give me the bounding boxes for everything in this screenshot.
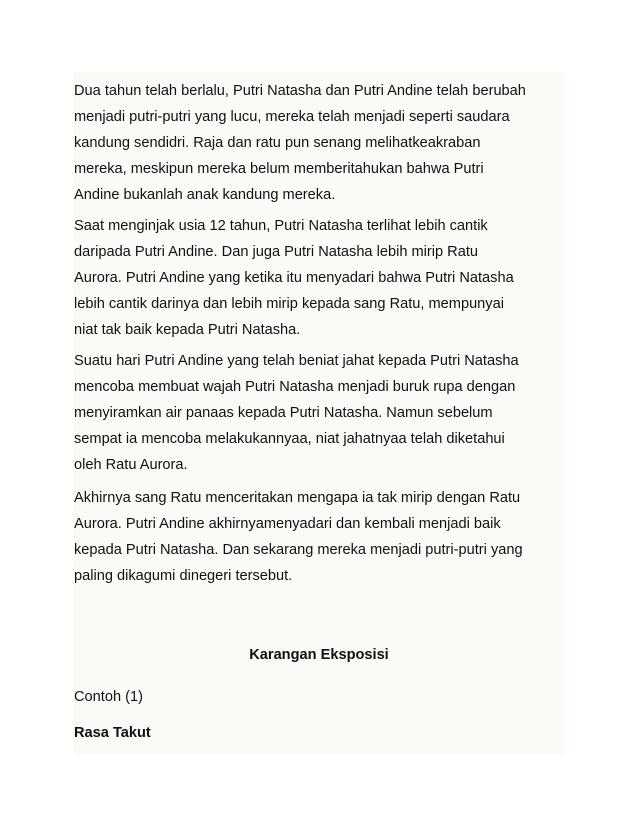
paragraph-line: Suatu hari Putri Andine yang telah beniat jahat kepada Putri Natasha	[74, 353, 519, 369]
paragraph-1	[74, 78, 564, 208]
section-heading: Karangan Eksposisi	[249, 647, 389, 663]
paragraph-line: mencoba membuat wajah Putri Natasha menjadi buruk rupa dengan	[74, 379, 516, 395]
paragraph-line: oleh Ratu Aurora.	[74, 457, 188, 473]
paragraph-line: sempat ia mencoba melakukannyaa, niat jahatnyaa telah diketahui	[74, 431, 505, 447]
example-label: Contoh (1)	[74, 689, 143, 705]
paragraph-line: Saat menginjak usia 12 tahun, Putri Natasha terlihat lebih cantik	[74, 218, 488, 234]
paragraph-line: niat tak baik kepada Putri Natasha.	[74, 322, 301, 338]
paragraph-line: Andine bukanlah anak kandung mereka.	[74, 187, 336, 203]
paragraph-3	[74, 348, 564, 478]
paragraph-line: daripada Putri Andine. Dan juga Putri Natasha lebih mirip Ratu	[74, 244, 478, 260]
paragraph-line: Dua tahun telah berlalu, Putri Natasha dan Putri Andine telah berubah	[74, 83, 526, 99]
paragraph-line: kandung sendidri. Raja dan ratu pun senang melihatkeakraban	[74, 135, 481, 151]
paragraph-line: Aurora. Putri Andine akhirnyamenyadari dan kembali menjadi baik	[74, 516, 501, 532]
paragraph-line: Aurora. Putri Andine yang ketika itu menyadari bahwa Putri Natasha	[74, 270, 514, 286]
paragraph-4	[74, 485, 564, 589]
paragraph-line: Akhirnya sang Ratu menceritakan mengapa ia tak mirip dengan Ratu	[74, 490, 521, 506]
paragraph-line: kepada Putri Natasha. Dan sekarang mereka menjadi putri-putri yang	[74, 542, 523, 558]
paragraph-line: menyiramkan air panaas kepada Putri Natasha. Namun sebelum	[74, 405, 493, 421]
paragraph-line: mereka, meskipun mereka belum memberitahukan bahwa Putri	[74, 161, 484, 177]
paragraph-line: lebih cantik darinya dan lebih mirip kepada sang Ratu, mempunyai	[74, 296, 504, 312]
paragraph-2	[74, 213, 564, 343]
paragraph-line: menjadi putri-putri yang lucu, mereka telah menjadi seperti saudara	[74, 109, 510, 125]
example-title: Rasa Takut	[74, 725, 151, 741]
paragraph-line: paling dikagumi dinegeri tersebut.	[74, 568, 293, 584]
